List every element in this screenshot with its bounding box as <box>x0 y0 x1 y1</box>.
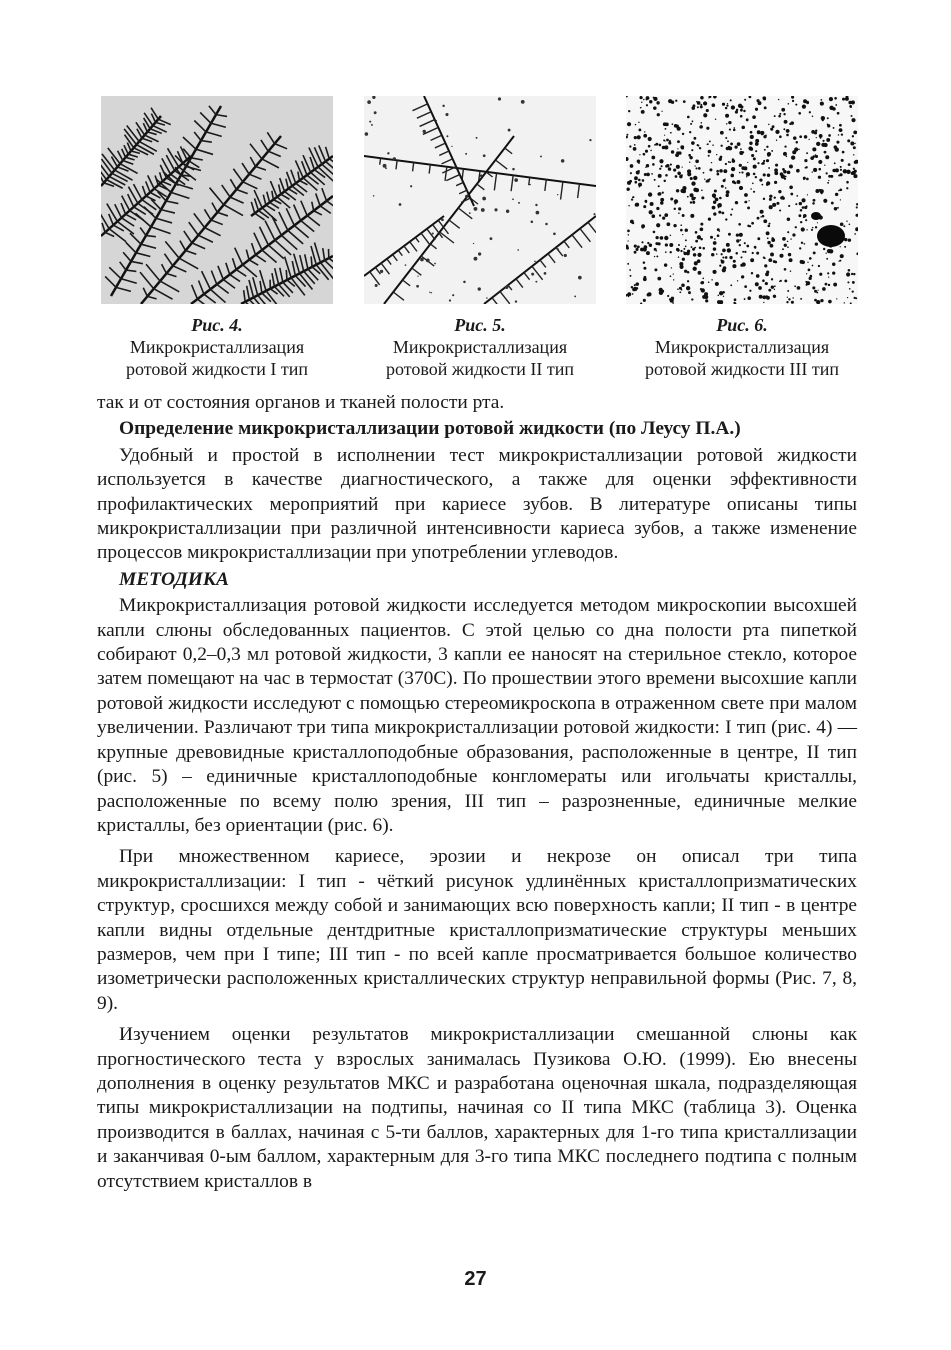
continuation-line: так и от состояния органов и тканей полости рта. <box>97 392 505 413</box>
figure-4-image <box>101 96 333 304</box>
figure-4 <box>97 96 337 380</box>
paragraph-2: Микрокристаллизация ротовой жидкости исследуется методом микроскопии высохшей капли слюны обследованных пациентов. С этой целью со дна полости рта пипеткой собирают 0,2–0,3 мл ротовой жидкости, 3 капли ее наносят на стерильное стекло, которое затем помещают на час в термостат (370С). По прошествии этого времени высохшие капли ротовой жидкости исследуют с помощью стереомикроскопа в отраженном свете при малом увеличении. Различают три типа микрокристаллизации ротовой жидкости: I тип (рис. 4) — крупные древовидные кристаллоподобные образования, расположенные в центре, II тип (рис. 5) – единичные кристаллоподобные конгломераты или игольчаты кристаллы, расположенные по всему полю зрения, III тип – разрозненные, единичные мелкие кристаллы, без ориентации (рис. 6). <box>97 595 857 836</box>
figure-6 <box>622 96 862 380</box>
figure-6-number: Рис. 6. <box>716 315 768 335</box>
paragraph-4: Изучением оценки результатов микрокристаллизации смешанной слюны как прогностического теста у взрослых занималась Пузикова О.Ю. (1999). Ею внесены дополнения в оценку результатов МКС и разработана оценочная шкала, подразделяющая типы микрокристаллизации на подтипы, начиная со II типа МКС (таблица 3). Оценка производится в баллах, начиная с 5-ти баллов, характерных для 1-го типа кристаллизации и заканчивая 0-ым баллом, характерным для 3-го типа МКС последнего подтипа с полным отсутствием кристаллов в <box>97 1024 857 1192</box>
page-number: 27 <box>464 1268 487 1290</box>
figure-5-caption-line1: Микрокристаллизация <box>392 337 568 357</box>
figure-4-number: Рис. 4. <box>191 315 243 335</box>
figure-row <box>97 96 857 386</box>
figure-5-image <box>364 96 596 304</box>
figure-4-caption-line2: ротовой жидкости I тип <box>125 359 309 379</box>
figure-6-image <box>626 96 858 304</box>
figure-4-caption-line1: Микрокристаллизация <box>129 337 305 357</box>
paragraph-1: Удобный и простой в исполнении тест микрокристаллизации ротовой жидкости используется в качестве диагностического, а также для оценки эффективности профилактических мероприятий при кариесе зубов. В литературе описаны типы микрокристаллизации при различной интенсивности кариеса зубов, а также изменение процессов микрокристаллизации при употреблении углеводов. <box>97 444 857 564</box>
figure-5-number: Рис. 5. <box>454 315 506 335</box>
figure-6-caption-line1: Микрокристаллизация <box>654 337 830 357</box>
section-heading: Определение микрокристаллизации ротовой жидкости (по Леусу П.А.) <box>119 418 741 440</box>
figure-5 <box>360 96 600 380</box>
body-text <box>97 391 857 1194</box>
figure-6-caption-line2: ротовой жидкости III тип <box>644 359 839 379</box>
method-heading: МЕТОДИКА <box>119 568 229 590</box>
figure-5-caption-line2: ротовой жидкости II тип <box>385 359 574 379</box>
paragraph-3: При множественном кариесе, эрозии и некрозе он описал три типа микрокристаллизации: I тип - чёткий рисунок удлинённых кристаллопризматических структур, сросшихся между собой и занимающих всю поверхность капли; II тип - в центре капли видны отдельные дентдритные кристаллопризматические структуры меньших размеров, чем при I типе; III тип - по всей капле просматривается большое количество изометрически расположенных кристаллических структур неправильной формы (Рис. 7, 8, 9). <box>97 846 857 1014</box>
